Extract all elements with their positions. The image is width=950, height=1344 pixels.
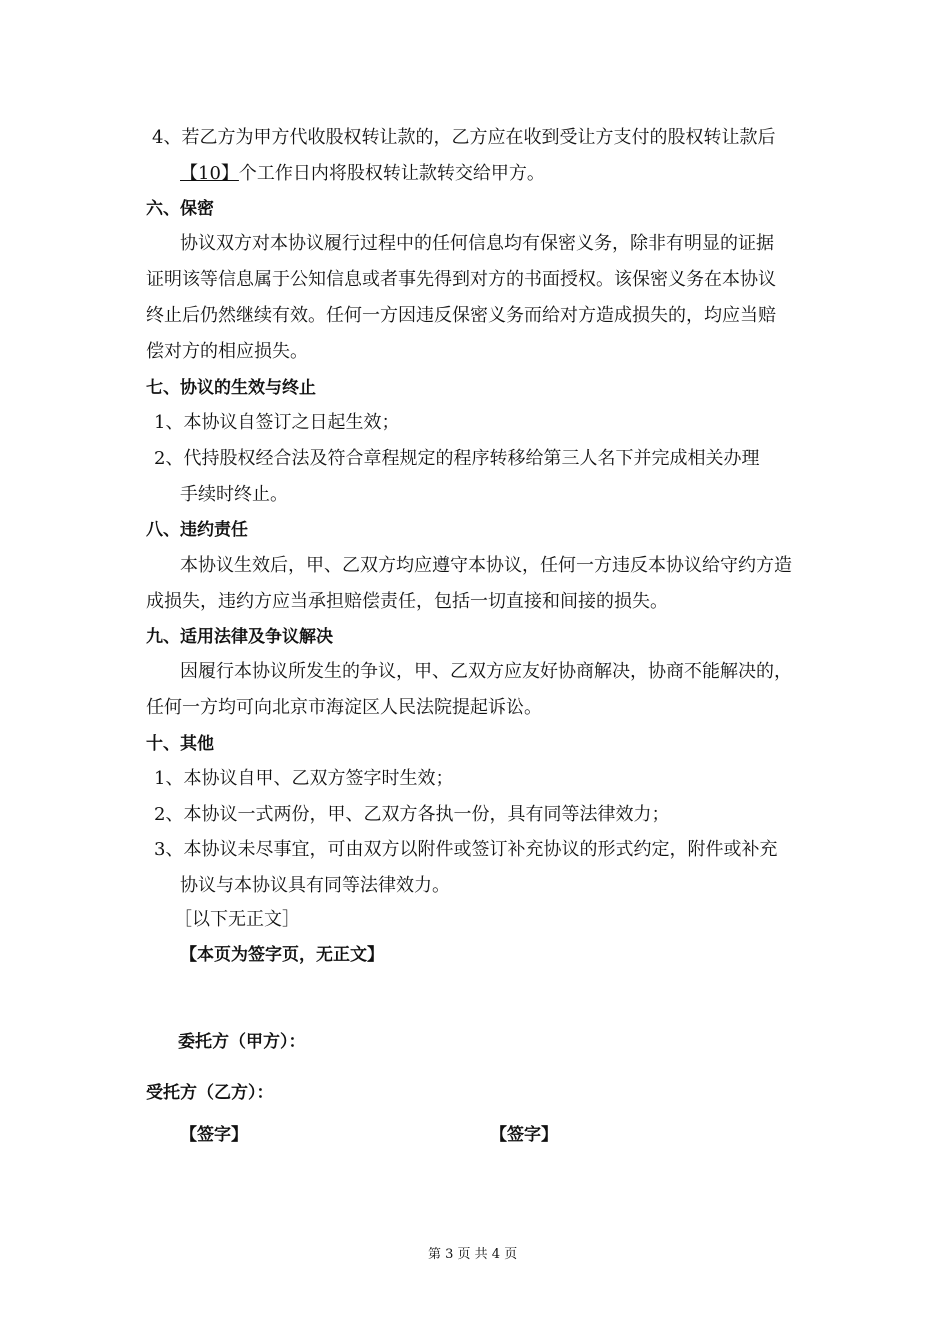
section5-item4-line1: 4、若乙方为甲方代收股权转让款的，乙方应在收到受让方支付的股权转让款后 bbox=[152, 127, 776, 148]
section6-para-line: 证明该等信息属于公知信息或者事先得到对方的书面授权。该保密义务在本协议 bbox=[146, 269, 776, 290]
section7-item2-line1: 2、代持股权经合法及符合章程规定的程序转移给第三人名下并完成相关办理 bbox=[154, 448, 760, 469]
section7-heading: 七、协议的生效与终止 bbox=[146, 378, 316, 398]
page-number: 第 3 页 共 4 页 bbox=[428, 1247, 518, 1262]
section5-item4-line2-text: 个工作日内将股权转让款转交给甲方。 bbox=[238, 163, 545, 184]
section8-para-line: 成损失，违约方应当承担赔偿责任，包括一切直接和间接的损失。 bbox=[146, 591, 668, 612]
section9-para-line: 因履行本协议所发生的争议，甲、乙双方应友好协商解决，协商不能解决的， bbox=[180, 661, 792, 682]
transfer-days-value: 【10】 bbox=[180, 163, 239, 184]
section8-para-line: 本协议生效后，甲、乙双方均应遵守本协议，任何一方违反本协议给守约方造 bbox=[180, 555, 792, 576]
section6-heading: 六、保密 bbox=[146, 199, 214, 219]
section6-para-line: 终止后仍然继续有效。任何一方因违反保密义务而给对方造成损失的，均应当赔 bbox=[146, 305, 776, 326]
party-b-label: 受托方（乙方）： bbox=[146, 1083, 274, 1103]
section10-item3-line2: 协议与本协议具有同等法律效力。 bbox=[180, 875, 450, 896]
signature-placeholder-right: 【签字】 bbox=[490, 1125, 558, 1145]
section10-item3-line1: 3、本协议未尽事宜，可由双方以附件或签订补充协议的形式约定，附件或补充 bbox=[154, 839, 778, 860]
section10-item2: 2、本协议一式两份，甲、乙双方各执一份，具有同等法律效力； bbox=[154, 804, 670, 825]
section9-para-line: 任何一方均可向北京市海淀区人民法院提起诉讼。 bbox=[146, 697, 542, 718]
section9-heading: 九、适用法律及争议解决 bbox=[146, 627, 333, 647]
section6-para-line: 偿对方的相应损失。 bbox=[146, 341, 308, 362]
signature-placeholder-left: 【签字】 bbox=[180, 1125, 248, 1145]
end-of-text-note: ［以下无正文］ bbox=[174, 909, 300, 930]
section10-heading: 十、其他 bbox=[146, 734, 214, 754]
section7-item2-line2: 手续时终止。 bbox=[180, 484, 288, 505]
section8-heading: 八、违约责任 bbox=[146, 520, 248, 540]
party-a-label: 委托方（甲方）： bbox=[178, 1032, 306, 1052]
section6-para-line: 协议双方对本协议履行过程中的任何信息均有保密义务，除非有明显的证据 bbox=[180, 233, 774, 254]
section10-item1: 1、本协议自甲、乙双方签字时生效； bbox=[154, 768, 454, 789]
section7-item1: 1、本协议自签订之日起生效； bbox=[154, 412, 400, 433]
signature-page-note: 【本页为签字页，无正文】 bbox=[180, 945, 384, 965]
section5-item4-line2 bbox=[180, 162, 545, 186]
